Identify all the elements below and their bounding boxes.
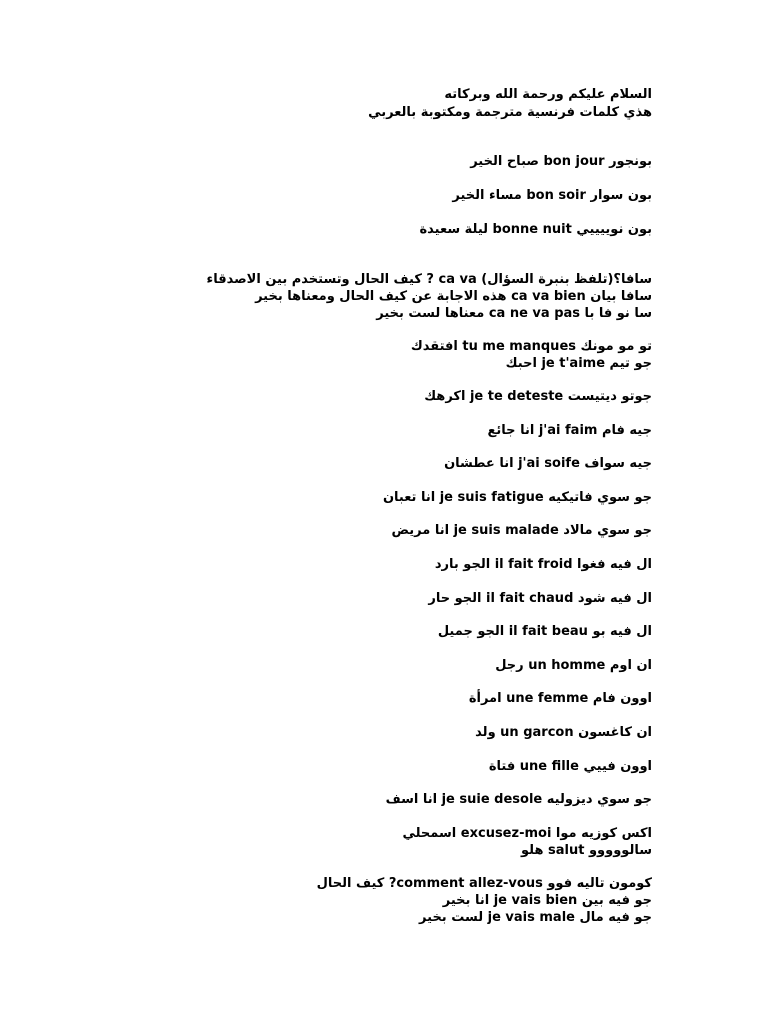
- phrase-line: بونجور bon jour صباح الخير: [470, 154, 652, 169]
- phrase-line: جيه فام j'ai faim انا جائع: [487, 423, 652, 438]
- phrase-line: ال فيه فغوا il fait froid الجو بارد: [434, 557, 652, 572]
- phrase-line: بون نوييييي bonne nuit ليلة سعيدة: [419, 222, 652, 237]
- phrase-line: سافا؟(تلفظ بنبرة السؤال) ca va ? كيف الحال وتستخدم بين الاصدقاء: [206, 272, 652, 287]
- phrase-line: تو مو مونك tu me manques افتقدك: [410, 339, 652, 354]
- phrase-line: بون سوار bon soir مساء الخير: [452, 188, 652, 203]
- phrase-line: ال فيه بو il fait beau الجو جميل: [437, 624, 652, 639]
- phrase-line: جو تيم je t'aime احبك: [505, 356, 652, 371]
- intro-line: هذي كلمات فرنسية مترجمة ومكتوبة بالعربي: [368, 105, 652, 120]
- phrase-line: جو سوي فاتيكيه je suis fatigue انا تعبان: [382, 490, 652, 505]
- phrase-line: جوتو ديتيست je te deteste اكرهك: [424, 389, 652, 404]
- phrase-line: سافا بيان ca va bien هذه الاجابة عن كيف الحال ومعناها بخير: [255, 289, 652, 304]
- phrase-line: اكس كوزيه موا excusez-moi اسمحلي: [402, 826, 652, 841]
- phrase-line: جو سوي مالاد je suis malade انا مريض: [391, 523, 652, 538]
- phrase-line: سالووووو salut هلو: [521, 843, 652, 858]
- phrase-line: جو فيه بين je vais bien انا بخير: [442, 893, 652, 908]
- phrase-line: سا نو فا با ca ne va pas معناها لست بخير: [376, 306, 652, 321]
- phrase-line: ان اوم un homme رجل: [495, 658, 652, 673]
- phrase-line: جو فيه مال je vais male لست بخير: [419, 910, 652, 925]
- phrase-line: ال فيه شود il fait chaud الجو حار: [428, 591, 652, 606]
- phrase-line: جو سوي ديزوليه je suie desole انا اسف: [385, 792, 652, 807]
- phrase-line: كومون تاليه فوو comment allez-vous? كيف الحال: [316, 876, 652, 891]
- greeting-line: السلام عليكم ورحمة الله وبركاته: [444, 87, 652, 102]
- phrase-line: ان كاغسون un garcon ولد: [475, 725, 652, 740]
- phrase-line: جيه سواف j'ai soife انا عطشان: [444, 456, 652, 471]
- phrase-line: اوون فييي une fille فتاة: [488, 759, 652, 774]
- phrase-line: اوون فام une femme امرأة: [468, 691, 652, 706]
